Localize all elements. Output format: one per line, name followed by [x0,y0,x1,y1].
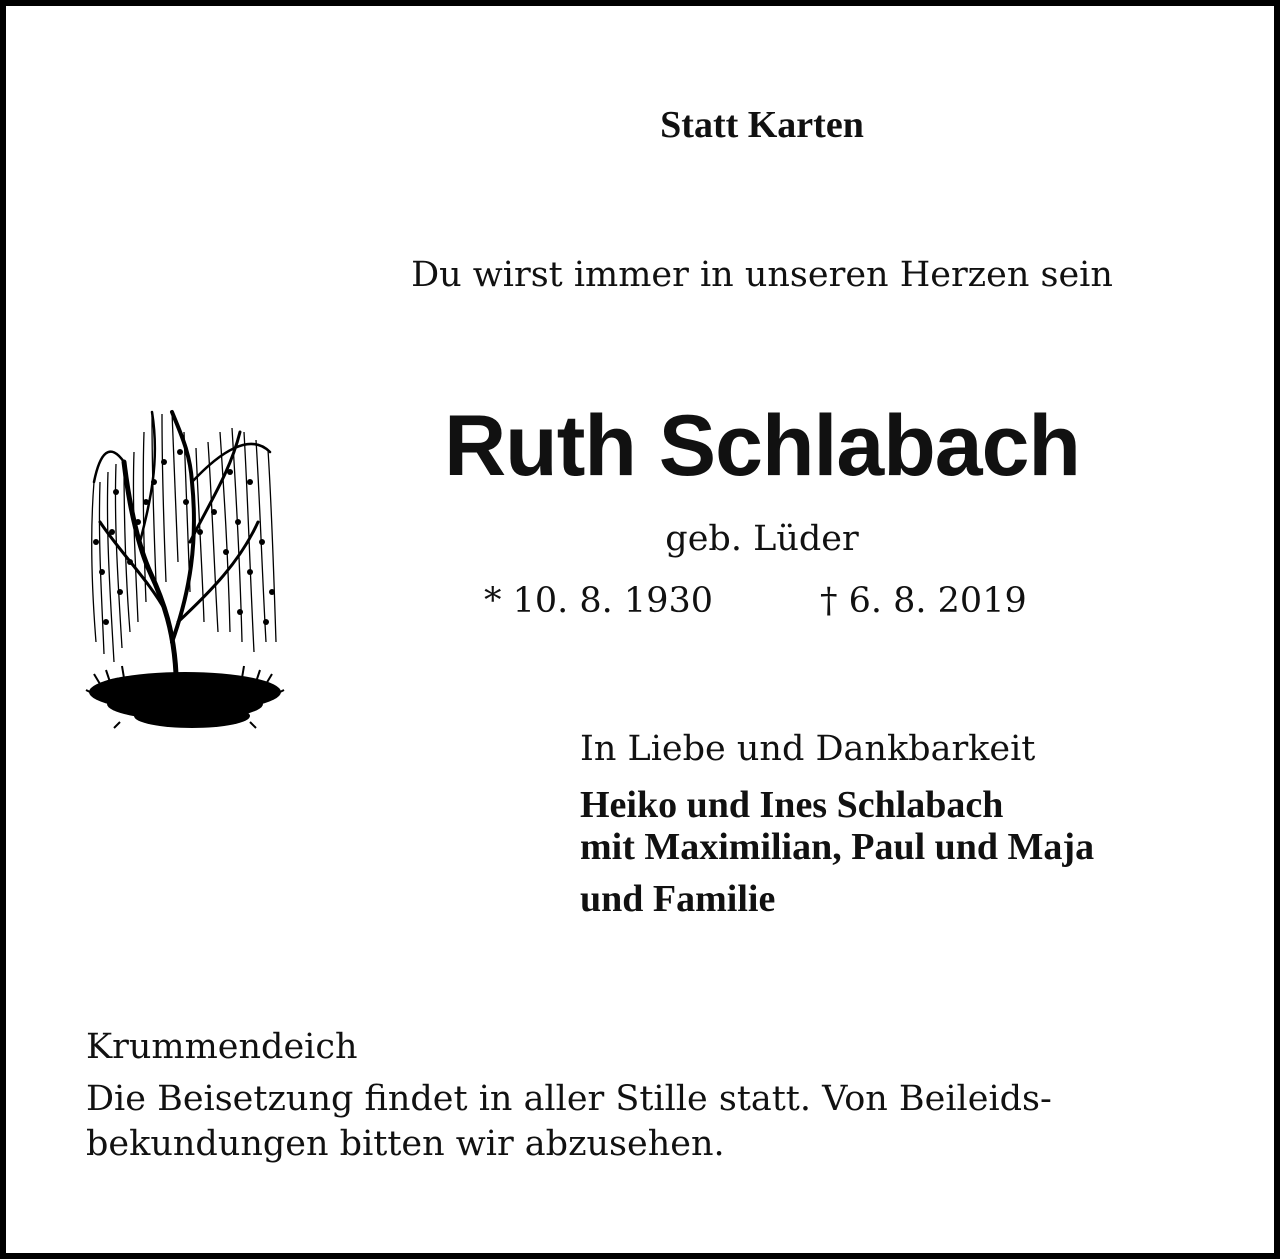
birth-date: * 10. 8. 1930 [484,581,714,621]
family-line: Heiko und Ines Schlabach [580,784,1004,826]
deceased-name: Ruth Schlabach [444,398,1080,494]
family-line: und Familie [580,878,776,920]
birth-name: geb. Lüder [665,519,859,559]
funeral-notice-line: bekundungen bitten wir abzusehen. [86,1124,725,1164]
death-date: † 6. 8. 2019 [820,581,1027,621]
funeral-notice-line: Die Beisetzung findet in aller Stille statt. Von Beileids- [86,1079,1052,1119]
place-name: Krummendeich [86,1027,358,1067]
motto: Du wirst immer in unseren Herzen sein [411,255,1113,295]
family-line: mit Maximilian, Paul und Maja [580,826,1095,868]
header-statt-karten: Statt Karten [660,104,864,146]
thanks-line: In Liebe und Dankbarkeit [580,729,1036,769]
